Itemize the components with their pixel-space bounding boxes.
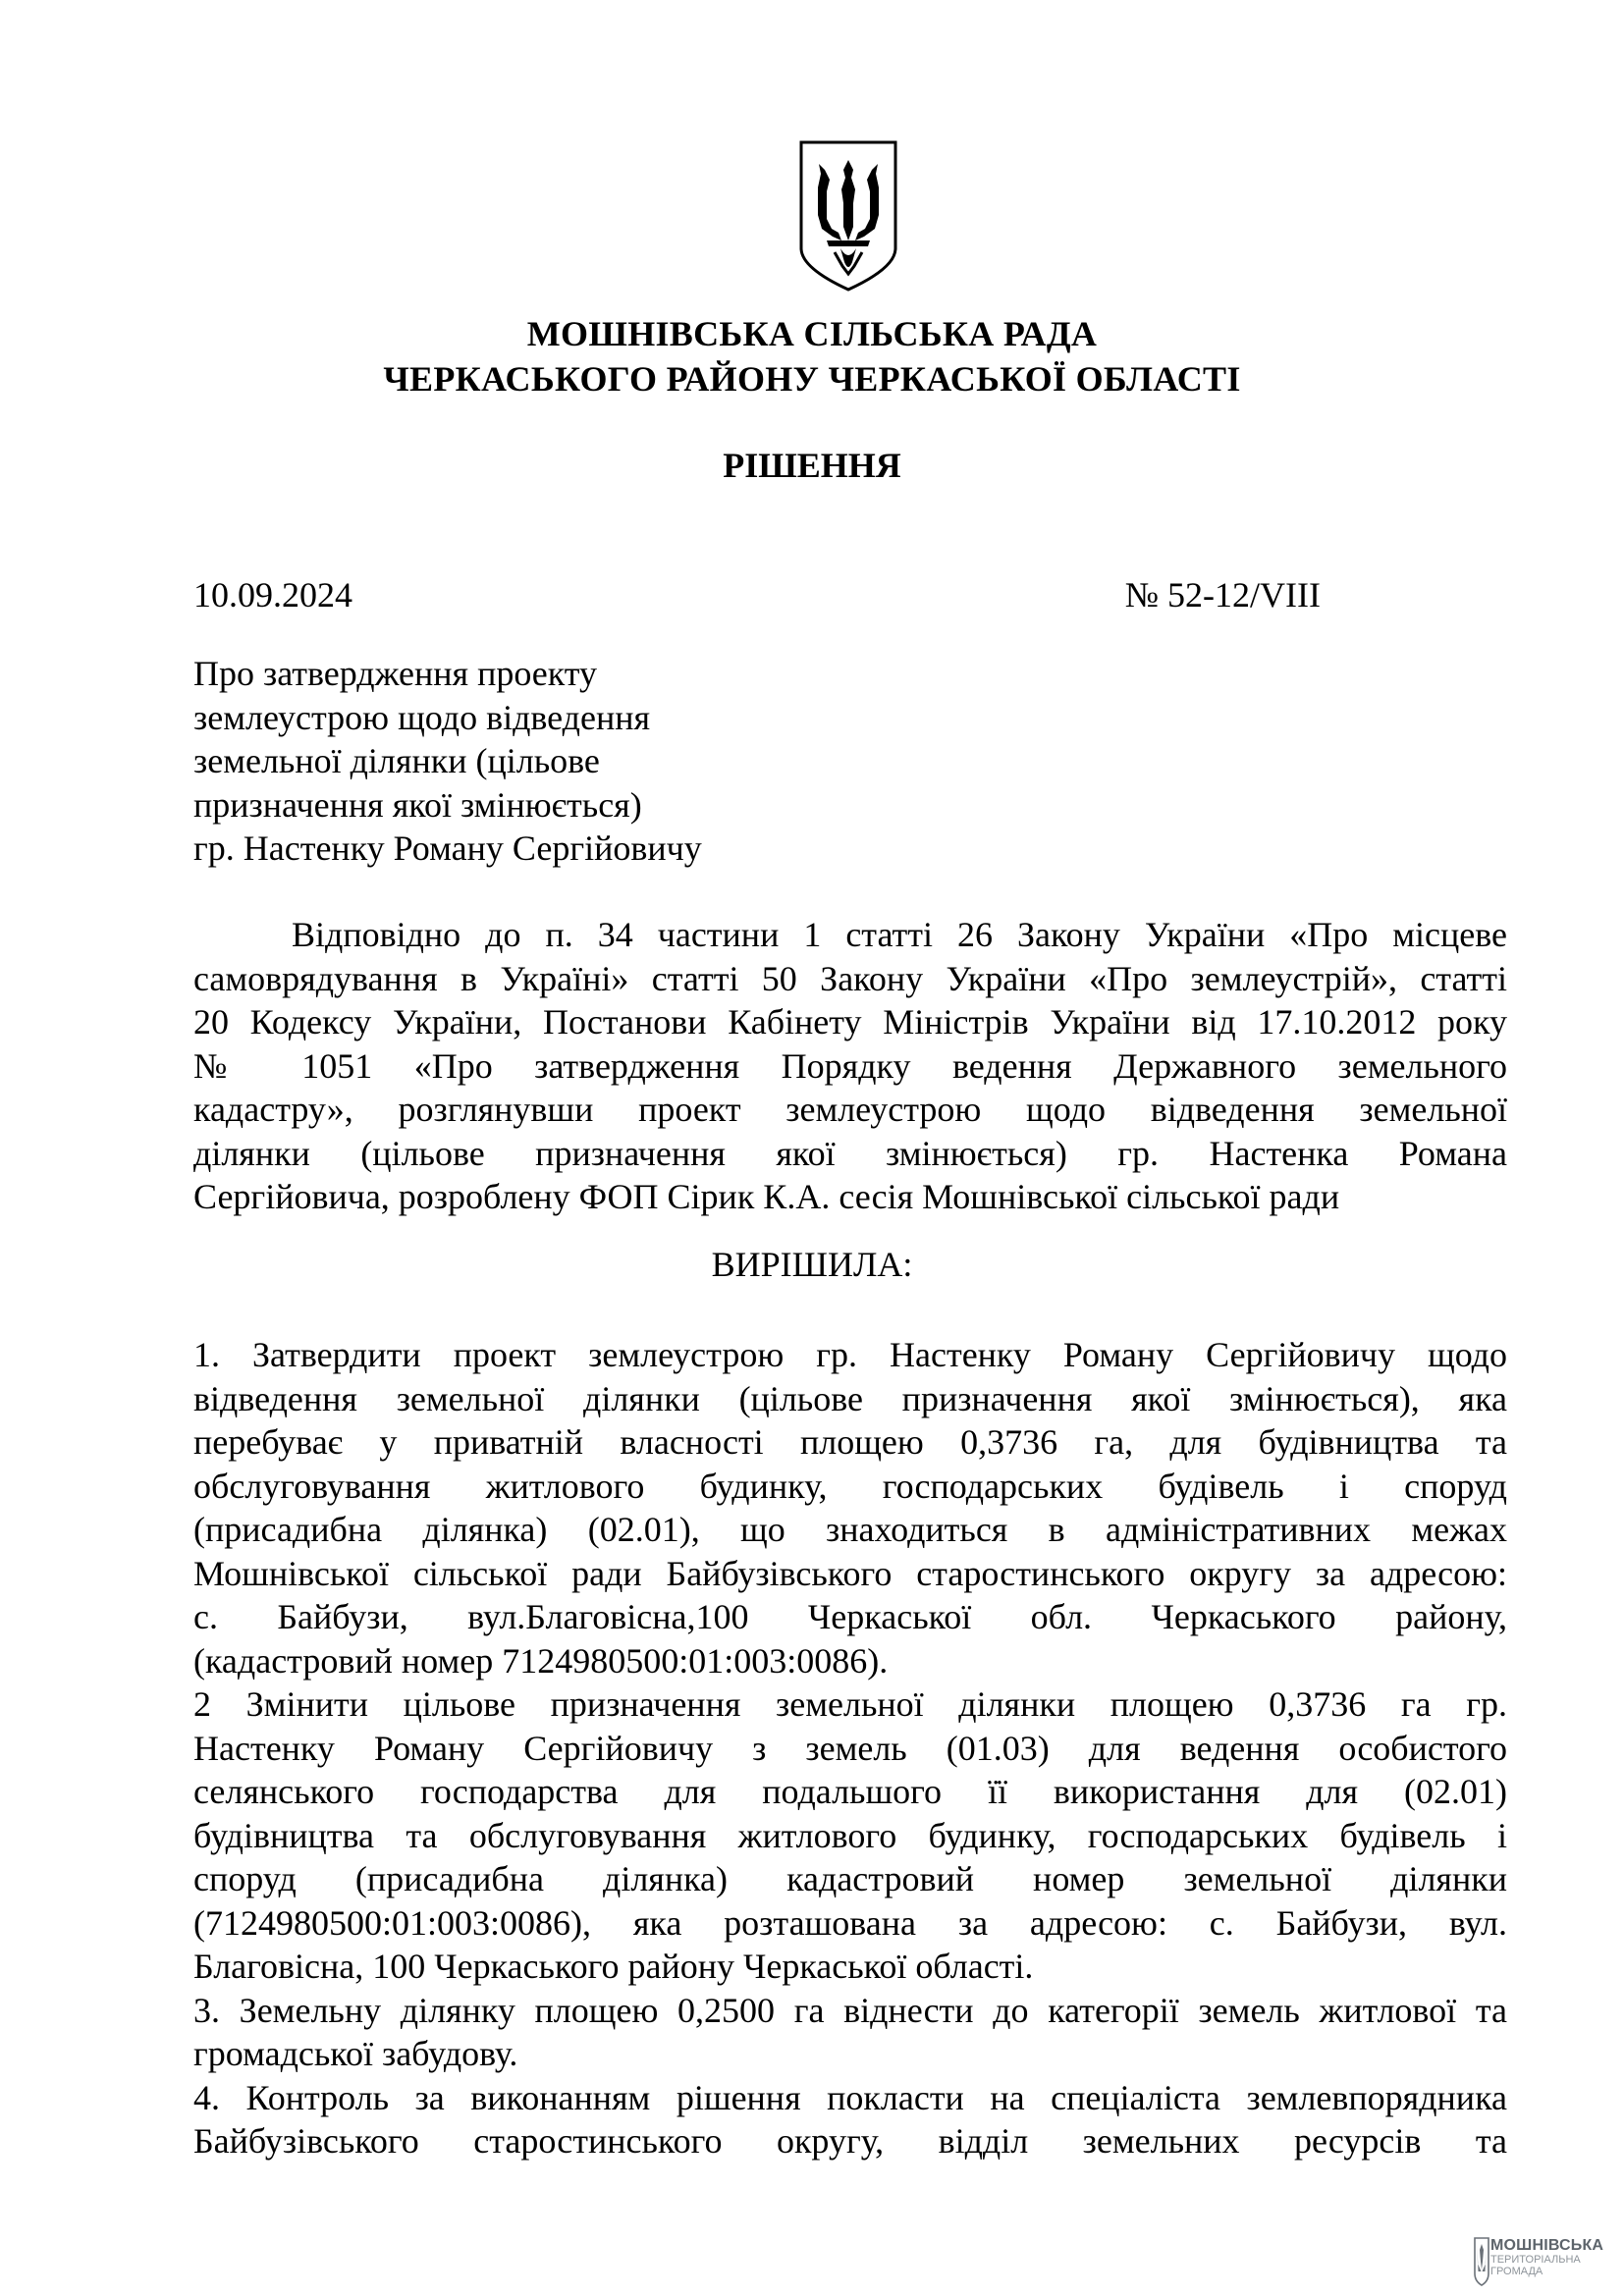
item-line: 1. Затвердити проект землеустрою гр. Настенку Роману Сергійовичу щодо bbox=[193, 1335, 1507, 1374]
watermark-subtitle-line1: ТЕРИТОРІАЛЬНА bbox=[1490, 2254, 1581, 2266]
preamble-paragraph bbox=[193, 913, 1507, 1219]
item-line: будівництва та обслуговування житлового будинку, господарських будівель і bbox=[193, 1815, 1507, 1855]
watermark-text bbox=[1490, 2237, 1603, 2277]
preamble-line: кадастру», розглянувши проект землеустрою щодо відведення земельної bbox=[193, 1090, 1507, 1129]
document-type-title: РІШЕННЯ bbox=[723, 446, 901, 485]
item-line: громадської забудову. bbox=[193, 2034, 518, 2073]
council-name-line1: МОШНІВСЬКА СІЛЬСЬКА РАДА bbox=[526, 314, 1098, 353]
council-name-line2: ЧЕРКАСЬКОГО РАЙОНУ ЧЕРКАСЬКОЇ ОБЛАСТІ bbox=[383, 359, 1241, 399]
resolved-heading: ВИРІШИЛА: bbox=[711, 1245, 913, 1284]
trident-coat-of-arms-icon bbox=[797, 138, 899, 294]
resolution-items bbox=[193, 1333, 1507, 2163]
document-date: 10.09.2024 bbox=[193, 575, 352, 614]
subject-line: земельної ділянки (цільове bbox=[193, 741, 600, 780]
preamble-line: ділянки (цільове призначення якої змінюється) гр. Настенка Романа bbox=[193, 1133, 1507, 1173]
item-line: відведення земельної ділянки (цільове призначення якої змінюється), яка bbox=[193, 1378, 1507, 1418]
preamble-line: Відповідно до п. 34 частини 1 статті 26 Закону України «Про місцеве bbox=[292, 915, 1507, 954]
item-line: перебуває у приватній власності площею 0,3736 га, для будівництва та bbox=[193, 1422, 1507, 1462]
item-line: 3. Земельну ділянку площею 0,2500 га віднести до категорії земель житлової та bbox=[193, 1990, 1507, 2030]
subject-line: призначення якої змінюється) bbox=[193, 784, 642, 825]
document-subject bbox=[193, 652, 702, 871]
item-line: Байбузівського старостинського округу, відділ земельних ресурсів та bbox=[193, 2121, 1507, 2161]
item-line: Мошнівської сільської ради Байбузівського старостинського округу за адресою: bbox=[193, 1553, 1507, 1593]
subject-line: гр. Настенку Роману Сергійовичу bbox=[193, 828, 702, 868]
watermark-subtitle-line2: ГРОМАДА bbox=[1490, 2266, 1543, 2277]
item-line: селянського господарства для подальшого її використання для (02.01) bbox=[193, 1772, 1507, 1811]
item-line: с. Байбузи, вул.Благовісна,100 Черкаської обл. Черкаського району, bbox=[193, 1597, 1507, 1636]
item-line: 2 Змінити цільове призначення земельної ділянки площею 0,3736 га гр. bbox=[193, 1684, 1507, 1724]
item-line: (кадастровий номер 7124980500:01:003:0086). bbox=[193, 1640, 889, 1681]
subject-line: землеустрою щодо відведення bbox=[193, 697, 651, 737]
item-line: 4. Контроль за виконанням рішення покласти на спеціаліста землевпорядника bbox=[193, 2077, 1507, 2117]
preamble-line: № 1051 «Про затвердження Порядку ведення Державного земельного bbox=[193, 1045, 1507, 1086]
item-line: споруд (присадибна ділянка) кадастровий номер земельної ділянки bbox=[193, 1859, 1507, 1898]
subject-line: Про затвердження проекту bbox=[193, 654, 598, 693]
item-line: Благовісна, 100 Черкаського району Черкаської області. bbox=[193, 1947, 1034, 1986]
preamble-line: Сергійовича, розроблену ФОП Сірик К.А. сесія Мошнівської сільської ради bbox=[193, 1177, 1340, 1216]
preamble-line: самоврядування в Україні» статті 50 Закону України «Про землеустрій», статті bbox=[193, 958, 1507, 998]
watermark-title: МОШНІВСЬКА bbox=[1490, 2237, 1604, 2254]
item-line: (присадибна ділянка) (02.01), що знаходиться в адміністративних межах bbox=[193, 1510, 1507, 1549]
item-line: обслуговування житлового будинку, господарських будівель і споруд bbox=[193, 1466, 1507, 1506]
item-line: Настенку Роману Сергійовичу з земель (01.03) для ведення особистого bbox=[193, 1728, 1507, 1768]
item-line: (7124980500:01:003:0086), яка розташована за адресою: с. Байбузи, вул. bbox=[193, 1902, 1507, 1943]
preamble-line: 20 Кодексу України, Постанови Кабінету Міністрів України від 17.10.2012 року bbox=[193, 1002, 1507, 1041]
document-number: № 52-12/VIII bbox=[1124, 575, 1321, 614]
